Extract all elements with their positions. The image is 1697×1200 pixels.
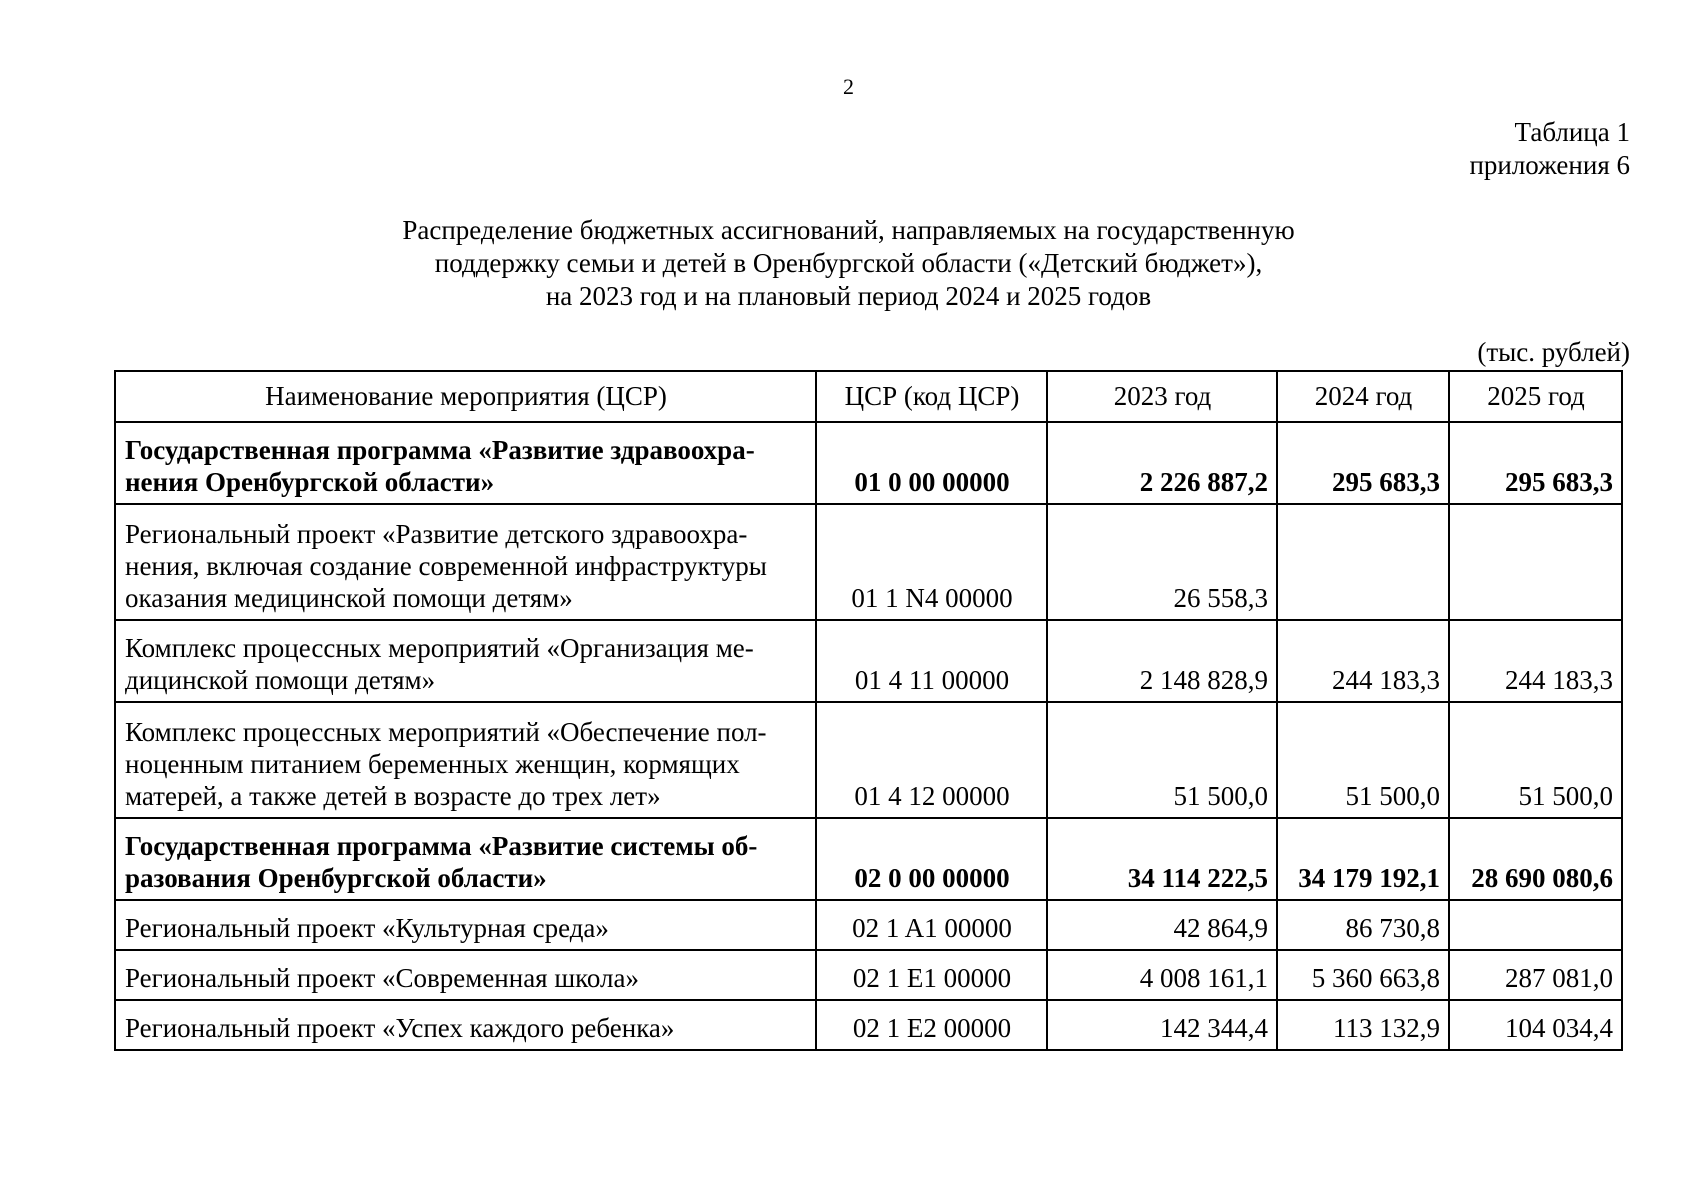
row-name (115, 900, 816, 950)
column-header-2023: 2023 год (1047, 371, 1277, 422)
table-row (115, 702, 1622, 818)
row-name (115, 702, 816, 818)
row-value-2025: 28 690 080,6 (1449, 818, 1622, 900)
row-value-2023: 42 864,9 (1047, 900, 1277, 950)
row-name-line: нения Оренбургской области» (125, 467, 495, 497)
row-code: 02 0 00 00000 (816, 818, 1047, 900)
row-code: 01 1 N4 00000 (816, 504, 1047, 620)
document-title (0, 214, 1697, 313)
row-value-2025 (1449, 900, 1622, 950)
row-code: 01 4 12 00000 (816, 702, 1047, 818)
row-name-line: Региональный проект «Успех каждого ребенка» (125, 1013, 675, 1043)
row-value-2024: 5 360 663,8 (1277, 950, 1449, 1000)
row-name (115, 1000, 816, 1050)
row-name-line: Региональный проект «Современная школа» (125, 963, 639, 993)
table-row (115, 950, 1622, 1000)
row-value-2024: 244 183,3 (1277, 620, 1449, 702)
row-name-line: Комплекс процессных мероприятий «Обеспечение пол- (125, 717, 767, 747)
table-caption-line: приложения 6 (1469, 150, 1630, 180)
row-value-2025: 51 500,0 (1449, 702, 1622, 818)
row-name (115, 620, 816, 702)
row-value-2025: 287 081,0 (1449, 950, 1622, 1000)
row-name-line: ноценным питанием беременных женщин, кормящих (125, 749, 740, 779)
document-title-line: Распределение бюджетных ассигнований, направляемых на государственную (402, 215, 1295, 245)
row-value-2023: 2 148 828,9 (1047, 620, 1277, 702)
row-code: 02 1 E1 00000 (816, 950, 1047, 1000)
budget-table (114, 370, 1623, 1051)
table-row (115, 620, 1622, 702)
row-value-2024: 113 132,9 (1277, 1000, 1449, 1050)
row-value-2025: 295 683,3 (1449, 422, 1622, 504)
row-name-line: Комплекс процессных мероприятий «Организация ме- (125, 633, 754, 663)
row-value-2024 (1277, 504, 1449, 620)
table-row (115, 818, 1622, 900)
row-value-2025 (1449, 504, 1622, 620)
table-caption-line: Таблица 1 (1514, 117, 1630, 147)
row-value-2023: 142 344,4 (1047, 1000, 1277, 1050)
row-name-line: нения, включая создание современной инфраструктуры (125, 551, 767, 581)
row-value-2023: 34 114 222,5 (1047, 818, 1277, 900)
document-title-line: поддержку семьи и детей в Оренбургской области («Детский бюджет»), (434, 248, 1263, 278)
row-name-line: оказания медицинской помощи детям» (125, 583, 573, 613)
table-row (115, 1000, 1622, 1050)
row-name (115, 422, 816, 504)
units-note: (тыс. рублей) (1477, 337, 1630, 367)
row-name-line: Региональный проект «Культурная среда» (125, 913, 609, 943)
column-header-2025: 2025 год (1449, 371, 1622, 422)
row-name-line: дицинской помощи детям» (125, 665, 436, 695)
row-value-2023: 2 226 887,2 (1047, 422, 1277, 504)
row-name-line: Региональный проект «Развитие детского здравоохра- (125, 519, 748, 549)
row-value-2024: 295 683,3 (1277, 422, 1449, 504)
row-name (115, 504, 816, 620)
row-value-2023: 51 500,0 (1047, 702, 1277, 818)
row-value-2024: 86 730,8 (1277, 900, 1449, 950)
document-title-line: на 2023 год и на плановый период 2024 и 2025 годов (545, 281, 1152, 311)
row-name (115, 950, 816, 1000)
row-code: 01 0 00 00000 (816, 422, 1047, 504)
row-code: 02 1 E2 00000 (816, 1000, 1047, 1050)
row-name (115, 818, 816, 900)
page-number: 2 (843, 74, 854, 99)
table-header-row (115, 371, 1622, 422)
column-header-2024: 2024 год (1277, 371, 1449, 422)
table-row (115, 900, 1622, 950)
row-name-line: разования Оренбургской области» (125, 863, 547, 893)
row-value-2025: 244 183,3 (1449, 620, 1622, 702)
row-value-2023: 26 558,3 (1047, 504, 1277, 620)
table-row (115, 422, 1622, 504)
column-header-code: ЦСР (код ЦСР) (816, 371, 1047, 422)
row-code: 01 4 11 00000 (816, 620, 1047, 702)
row-name-line: Государственная программа «Развитие здравоохра- (125, 435, 755, 465)
row-name-line: Государственная программа «Развитие системы об- (125, 831, 758, 861)
row-value-2023: 4 008 161,1 (1047, 950, 1277, 1000)
row-value-2024: 34 179 192,1 (1277, 818, 1449, 900)
row-value-2025: 104 034,4 (1449, 1000, 1622, 1050)
column-header-name: Наименование мероприятия (ЦСР) (115, 371, 816, 422)
row-code: 02 1 A1 00000 (816, 900, 1047, 950)
row-name-line: матерей, а также детей в возрасте до трех лет» (125, 781, 661, 811)
table-caption (1469, 116, 1630, 182)
row-value-2024: 51 500,0 (1277, 702, 1449, 818)
table-row (115, 504, 1622, 620)
